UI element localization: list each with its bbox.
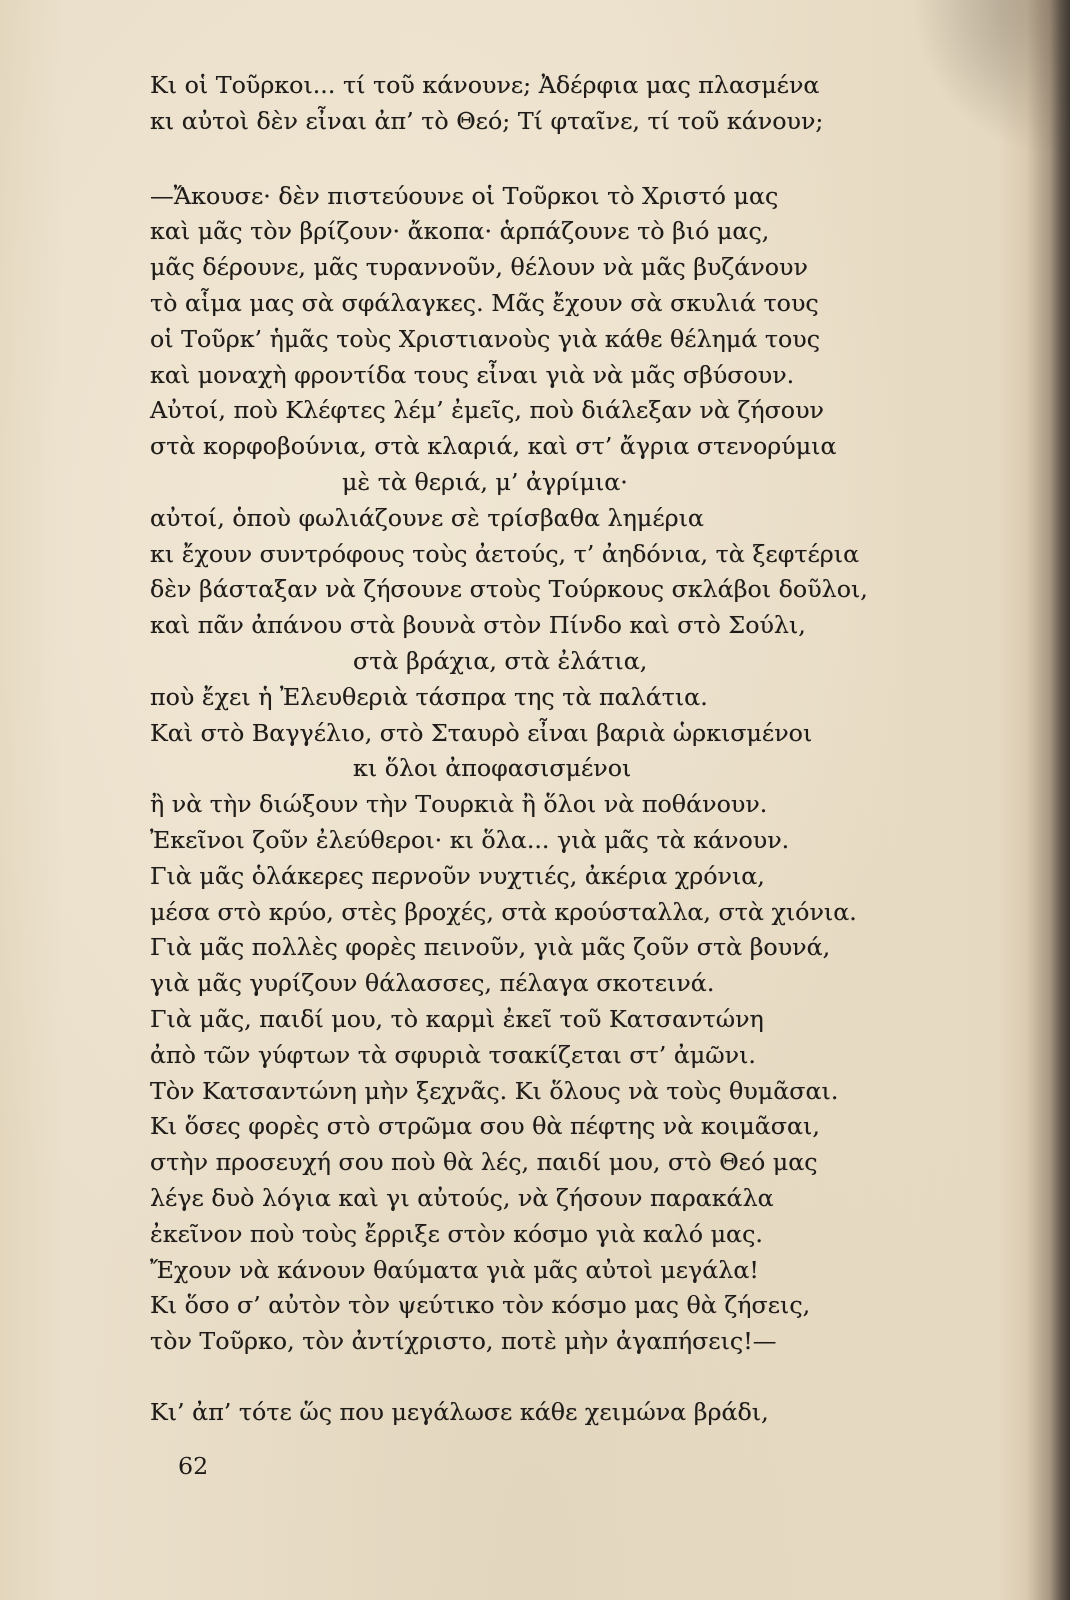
poem-line: καὶ μᾶς τὸν βρίζουν· ἄκοπα· ἁρπάζουνε τὸ βιό μας, <box>150 217 770 246</box>
poem-line-indented: στὰ βράχια, στὰ ἐλάτια, <box>353 646 648 675</box>
poem-line: —Ἄκουσε· δὲν πιστεύουνε οἱ Τοῦρκοι τὸ Χριστό μας <box>150 181 779 210</box>
poem-line: λέγε δυὸ λόγια καὶ γι αὐτούς, νὰ ζήσουν παρακάλα <box>150 1183 774 1212</box>
poem-line: μᾶς δέρουνε, μᾶς τυραννοῦν, θέλουν νὰ μᾶς βυζάνουν <box>150 253 808 282</box>
poem-line: καὶ μοναχὴ φροντίδα τους εἶναι γιὰ νὰ μᾶς σβύσουν. <box>150 360 795 389</box>
poem-line-indented: μὲ τὰ θεριά, μ’ ἀγρίμια· <box>342 467 628 496</box>
poem-line: ἀπὸ τῶν γύφτων τὰ σφυριὰ τσακίζεται στ’ ἀμῶνι. <box>150 1040 756 1069</box>
poem-line: Γιὰ μᾶς ὁλάκερες περνοῦν νυχτιές, ἀκέρια χρόνια, <box>150 861 765 890</box>
poem-line: Καὶ στὸ Βαγγέλιο, στὸ Σταυρὸ εἶναι βαριὰ ὡρκισμένοι <box>150 718 813 747</box>
poem-line: Γιὰ μᾶς, παιδί μου, τὸ καρμὶ ἐκεῖ τοῦ Κατσαντώνη <box>150 1004 764 1033</box>
poem-line: Γιὰ μᾶς πολλὲς φορὲς πεινοῦν, γιὰ μᾶς ζοῦν στὰ βουνά, <box>150 933 831 962</box>
poem-line: Κι’ ἀπ’ τότε ὥς που μεγάλωσε κάθε χειμώνα βράδι, <box>150 1397 769 1426</box>
poem-line: Κι ὅσο σ’ αὐτὸν τὸν ψεύτικο τὸν κόσμο μας θὰ ζήσεις, <box>150 1291 811 1320</box>
poem-line: ἢ νὰ τὴν διώξουν τὴν Τουρκιὰ ἢ ὅλοι νὰ ποθάνουν. <box>150 790 768 819</box>
poem-line: Ἔχουν νὰ κάνουν θαύματα γιὰ μᾶς αὐτοὶ μεγάλα! <box>150 1255 759 1284</box>
stanza-break <box>150 140 868 179</box>
poem-line: κι ἔχουν συντρόφους τοὺς ἀετούς, τ’ ἀηδόνια, τὰ ξεφτέρια <box>150 539 860 568</box>
poem-line: καὶ πᾶν ἀπάνου στὰ βουνὰ στὸν Πίνδο καὶ στὸ Σούλι, <box>150 611 806 640</box>
poem-line: δὲν βάσταξαν νὰ ζήσουνε στοὺς Τούρκους σκλάβοι δοῦλοι, <box>150 575 868 604</box>
poem-line: οἱ Τοῦρκ’ ἡμᾶς τοὺς Χριστιανοὺς γιὰ κάθε θέλημά τους <box>150 324 821 353</box>
poem-line: μέσα στὸ κρύο, στὲς βροχές, στὰ κρούσταλλα, στὰ χιόνια. <box>150 897 857 926</box>
page-number: 62 <box>178 1452 209 1480</box>
poem-line: ἐκεῖνον ποὺ τοὺς ἔρριξε στὸν κόσμο γιὰ καλό μας. <box>150 1219 763 1248</box>
poem-line: αὐτοί, ὁποὺ φωλιάζουνε σὲ τρίσβαθα λημέρια <box>150 503 704 532</box>
poem-line: γιὰ μᾶς γυρίζουν θάλασσες, πέλαγα σκοτεινά. <box>150 969 715 998</box>
poem-line: Ἐκεῖνοι ζοῦν ἐλεύθεροι· κι ὅλα... γιὰ μᾶς τὰ κάνουν. <box>150 825 790 854</box>
poem-line: τὸν Τοῦρκο, τὸν ἀντίχριστο, ποτὲ μὴν ἀγαπήσεις!— <box>150 1327 777 1356</box>
poem-line: Κι ὅσες φορὲς στὸ στρῶμα σου θὰ πέφτης νὰ κοιμᾶσαι, <box>150 1112 820 1141</box>
poem-line: Κι οἱ Τοῦρκοι... τί τοῦ κάνουνε; Ἀδέρφια μας πλασμένα <box>150 71 820 99</box>
poem-line: τὸ αἷμα μας σὰ σφάλαγκες. Μᾶς ἔχουν σὰ σκυλιά τους <box>150 288 819 317</box>
poem-line: κι αὐτοὶ δὲν εἶναι ἀπ’ τὸ Θεό; Τί φταῖνε, τί τοῦ κάνουν; <box>150 106 824 135</box>
poem-line: ποὺ ἔχει ἡ Ἐλευθεριὰ τάσπρα της τὰ παλάτια. <box>150 682 708 711</box>
page-edge-shadow <box>998 0 1070 1600</box>
poem-line: στὴν προσευχή σου ποὺ θὰ λές, παιδί μου, στὸ Θεό μας <box>150 1148 818 1177</box>
poem-text <box>150 68 868 1431</box>
poem-line: στὰ κορφοβούνια, στὰ κλαριά, καὶ στ’ ἄγρια στενορύμια <box>150 432 837 461</box>
poem-line: Αὐτοί, ποὺ Κλέφτες λέμ’ ἐμεῖς, ποὺ διάλεξαν νὰ ζήσουν <box>150 396 824 425</box>
poem-line: Τὸν Κατσαντώνη μὴν ξεχνᾶς. Κι ὅλους νὰ τοὺς θυμᾶσαι. <box>150 1076 839 1105</box>
poem-line-indented: κι ὅλοι ἀποφασισμένοι <box>353 754 632 783</box>
stanza-break <box>150 1360 868 1395</box>
